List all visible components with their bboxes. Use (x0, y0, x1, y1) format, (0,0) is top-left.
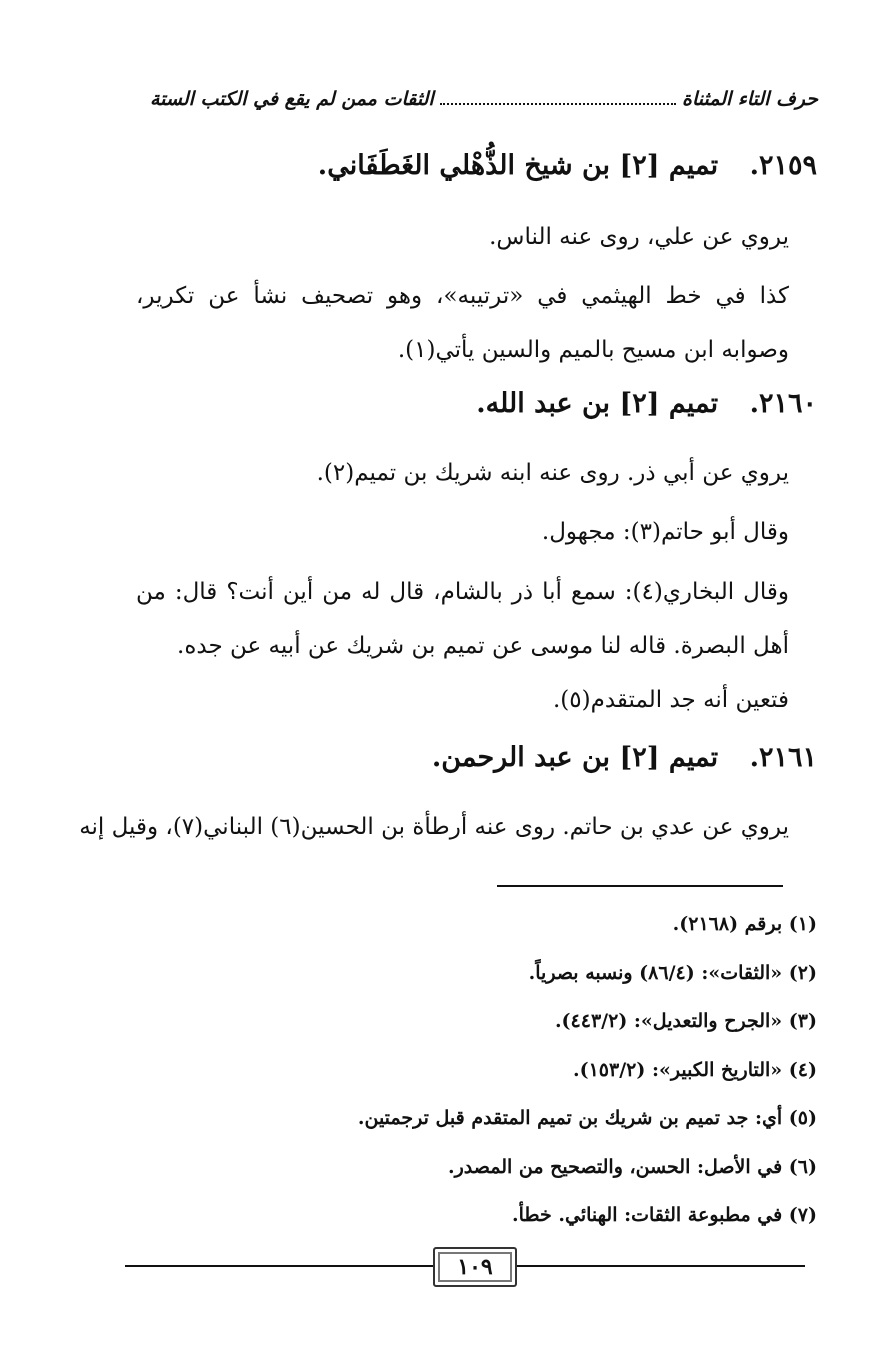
entry-paragraph: فتعين أنه جد المتقدم(٥). (552, 687, 789, 713)
entry-title (476, 388, 817, 419)
footnote: (٢) «الثقات»: (٨٦/٤) ونسبه بصرياً. (528, 961, 817, 984)
entry-paragraph: وقال البخاري(٤): سمع أبا ذر بالشام، قال له من أين أنت؟ قال: من أهل البصرة. قاله لنا موسى عن تميم بن شريك عن أبيه عن جده. (136, 579, 789, 659)
entry-paragraph: وقال أبو حاتم(٣): مجهول. (541, 519, 789, 545)
header-dotted-leader (440, 89, 676, 105)
entry-name: تميم [٢] بن عبد الرحمن. (431, 742, 719, 773)
entry-title (432, 742, 817, 773)
entry-number: ٢١٦١. (749, 742, 817, 773)
footnote: (٤) «التاريخ الكبير»: (١٥٣/٢). (572, 1058, 817, 1081)
entry-paragraph: يروي عن أبي ذر. روى عنه ابنه شريك بن تميم(٢). (316, 460, 789, 486)
entry-paragraph: يروي عن عدي بن حاتم. روى عنه أرطأة بن الحسين(٦) البناني(٧)، وقيل إنه (79, 814, 789, 840)
footnote: (١) برقم (٢١٦٨). (672, 913, 817, 935)
footnotes (217, 900, 817, 1240)
running-header (150, 88, 818, 110)
entry-name: تميم [٢] بن عبد الله. (476, 388, 719, 419)
header-book-title: الثقات ممن لم يقع في الكتب الستة (150, 88, 434, 110)
footnote: (٧) في مطبوعة الثقات: الهنائي. خطأ. (512, 1204, 817, 1226)
footnote: (٦) في الأصل: الحسن، والتصحيح من المصدر. (448, 1155, 817, 1178)
entry-number: ٢١٦٠. (749, 388, 817, 419)
entry-number: ٢١٥٩. (749, 150, 817, 181)
entry-name: تميم [٢] بن شيخ الذُّهْلي الغَطَفَاني. (317, 150, 719, 181)
entry-title (318, 150, 817, 181)
entry-paragraph: يروي عن علي، روى عنه الناس. (489, 224, 789, 250)
footnote: (٣) «الجرح والتعديل»: (٤٤٣/٢). (554, 1010, 817, 1032)
entry-paragraph: كذا في خط الهيثمي في «ترتيبه»، وهو تصحيف نشأ عن تكرير، وصوابه ابن مسيح بالميم والسين يأتي(١). (136, 283, 789, 363)
footnote-separator (497, 885, 783, 887)
header-chapter: حرف التاء المثناة (682, 88, 818, 110)
footnote: (٥) أي: جد تميم بن شريك بن تميم المتقدم قبل ترجمتين. (357, 1107, 817, 1129)
page-number: ١٠٩ (433, 1247, 517, 1287)
